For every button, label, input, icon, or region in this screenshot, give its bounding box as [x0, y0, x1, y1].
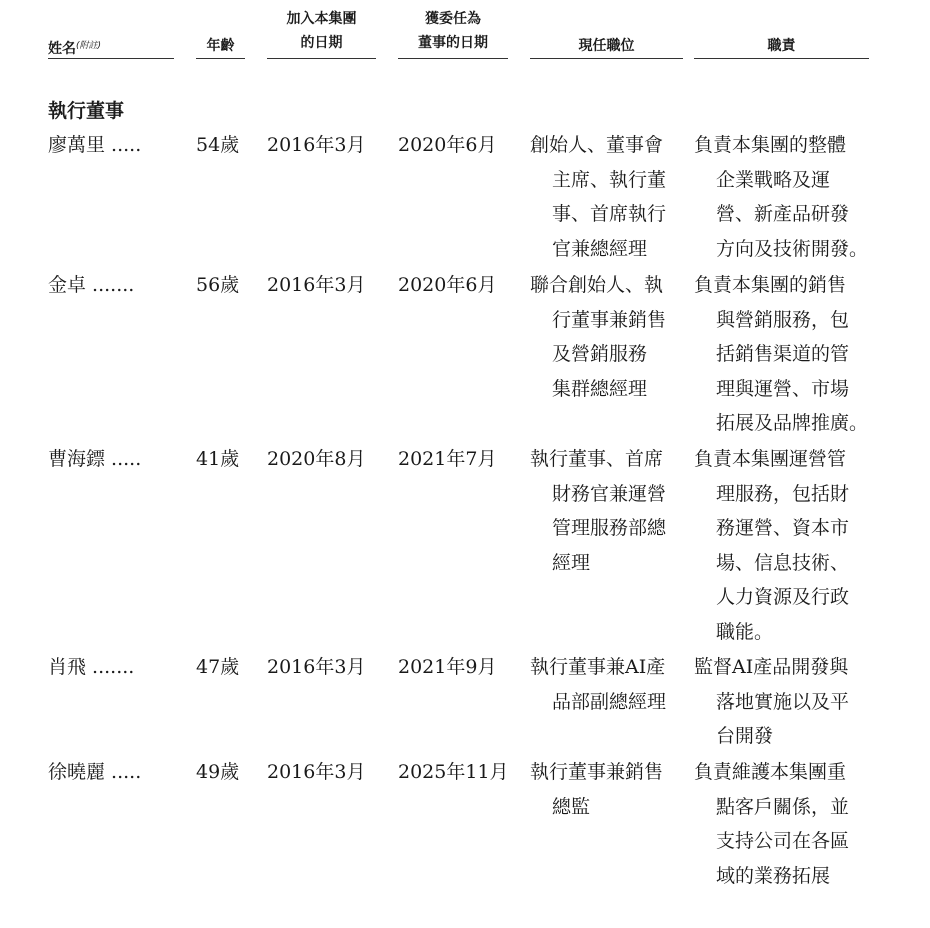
director-age: 49歲 — [196, 761, 240, 783]
position-line: 品部副總經理 — [552, 690, 667, 713]
director-name: 曹海鏢 ..... — [48, 448, 142, 470]
appoint-date: 2025年11月 — [398, 761, 509, 783]
duties-line: 務運營、資本市 — [716, 517, 850, 539]
duties-line: 台開發 — [716, 725, 774, 747]
director-name: 金卓 ....... — [48, 274, 135, 296]
header-rule-age — [196, 58, 245, 59]
join-date: 2020年8月 — [267, 448, 366, 470]
appoint-date: 2021年7月 — [398, 448, 497, 470]
duties-line: 理服務，包括財 — [716, 482, 850, 505]
position-line: 事、首席執行 — [552, 203, 667, 225]
current-position — [530, 755, 663, 824]
director-name: 廖萬里 ..... — [48, 134, 142, 156]
header-rule-name — [48, 58, 174, 59]
duties-line: 支持公司在各區 — [716, 830, 850, 852]
position-line: 執行董事兼銷售 — [530, 761, 664, 783]
duties-line: 括銷售渠道的管 — [716, 343, 850, 365]
header-age-label: 年齡 — [206, 38, 235, 54]
position-line: 主席、執行董 — [552, 168, 667, 191]
duties-line: 營、新產品研發 — [716, 203, 850, 225]
current-position — [530, 442, 666, 580]
header-appoint-date-line: 董事的日期 — [418, 35, 488, 51]
duties-line: 負責本集團的整體 — [694, 134, 847, 156]
header-name — [48, 34, 101, 61]
director-age: 56歲 — [196, 274, 240, 296]
duties — [694, 650, 849, 754]
position-line: 執行董事、首席 — [530, 448, 664, 470]
appoint-date: 2021年9月 — [398, 656, 497, 678]
duties-line: 職能。 — [716, 620, 774, 643]
current-position — [530, 650, 666, 719]
director-age: 54歲 — [196, 134, 240, 156]
header-rule-duties — [694, 58, 869, 59]
duties-line: 人力資源及行政 — [716, 586, 850, 608]
director-name: 徐曉麗 ..... — [48, 761, 142, 783]
duties — [694, 128, 868, 266]
duties-line: 點客戶關係，並 — [716, 795, 850, 818]
duties-line: 負責維護本集團重 — [694, 761, 847, 783]
duties-line: 與營銷服務，包 — [716, 308, 850, 331]
duties-line: 負責本集團的銷售 — [694, 274, 847, 296]
header-name-label: 姓名 — [48, 41, 76, 57]
duties — [694, 755, 849, 893]
join-date: 2016年3月 — [267, 761, 366, 783]
duties-line: 落地實施以及平 — [716, 690, 850, 713]
director-age: 41歲 — [196, 448, 240, 470]
position-line: 創始人、董事會 — [530, 134, 664, 156]
header-rule-position — [530, 58, 683, 59]
position-line: 財務官兼運營 — [552, 482, 667, 505]
position-line: 經理 — [552, 551, 591, 574]
appoint-date: 2020年6月 — [398, 134, 497, 156]
duties-line: 場、信息技術、 — [716, 551, 850, 574]
header-join-date-line: 加入本集團 — [286, 11, 357, 27]
join-date: 2016年3月 — [267, 274, 366, 296]
director-name: 肖飛 ....... — [48, 656, 135, 678]
duties-line: 拓展及品牌推廣。 — [716, 412, 869, 434]
position-line: 行董事兼銷售 — [552, 308, 667, 331]
section-title: 執行董事 — [48, 100, 125, 122]
duties-line: 域的業務拓展 — [716, 864, 831, 887]
current-position — [530, 128, 666, 266]
header-name-note: (附註) — [76, 41, 102, 51]
position-line: 官兼總經理 — [552, 237, 648, 260]
join-date: 2016年3月 — [267, 656, 366, 678]
position-line: 聯合創始人、執 — [530, 274, 664, 296]
header-position-label: 現任職位 — [578, 38, 635, 54]
position-line: 及營銷服務 — [552, 343, 648, 365]
duties-line: 理與運營、市場 — [716, 377, 850, 400]
duties-line: 企業戰略及運 — [716, 168, 831, 191]
header-duties — [694, 34, 869, 58]
header-appoint-date-line: 獲委任為 — [425, 11, 481, 27]
appoint-date: 2020年6月 — [398, 274, 497, 296]
duties-line: 負責本集團運營管 — [694, 448, 847, 470]
join-date: 2016年3月 — [267, 134, 366, 156]
header-join-date-line: 的日期 — [300, 35, 343, 51]
position-line: 總監 — [552, 795, 591, 818]
position-line: 集群總經理 — [552, 377, 648, 400]
header-join-date — [267, 7, 376, 55]
duties — [694, 442, 849, 649]
duties-line: 監督AI產品開發與 — [694, 656, 849, 678]
director-age: 47歲 — [196, 656, 240, 678]
header-position — [530, 34, 683, 58]
header-rule-join-date — [267, 58, 376, 59]
header-duties-label: 職責 — [767, 38, 796, 54]
duties-line: 方向及技術開發。 — [716, 237, 869, 260]
position-line: 執行董事兼AI產 — [530, 656, 666, 678]
current-position — [530, 268, 666, 406]
header-appoint-date — [398, 7, 508, 55]
header-rule-appoint-date — [398, 58, 508, 59]
header-age — [196, 34, 245, 58]
position-line: 管理服務部總 — [552, 517, 667, 539]
duties — [694, 268, 868, 441]
